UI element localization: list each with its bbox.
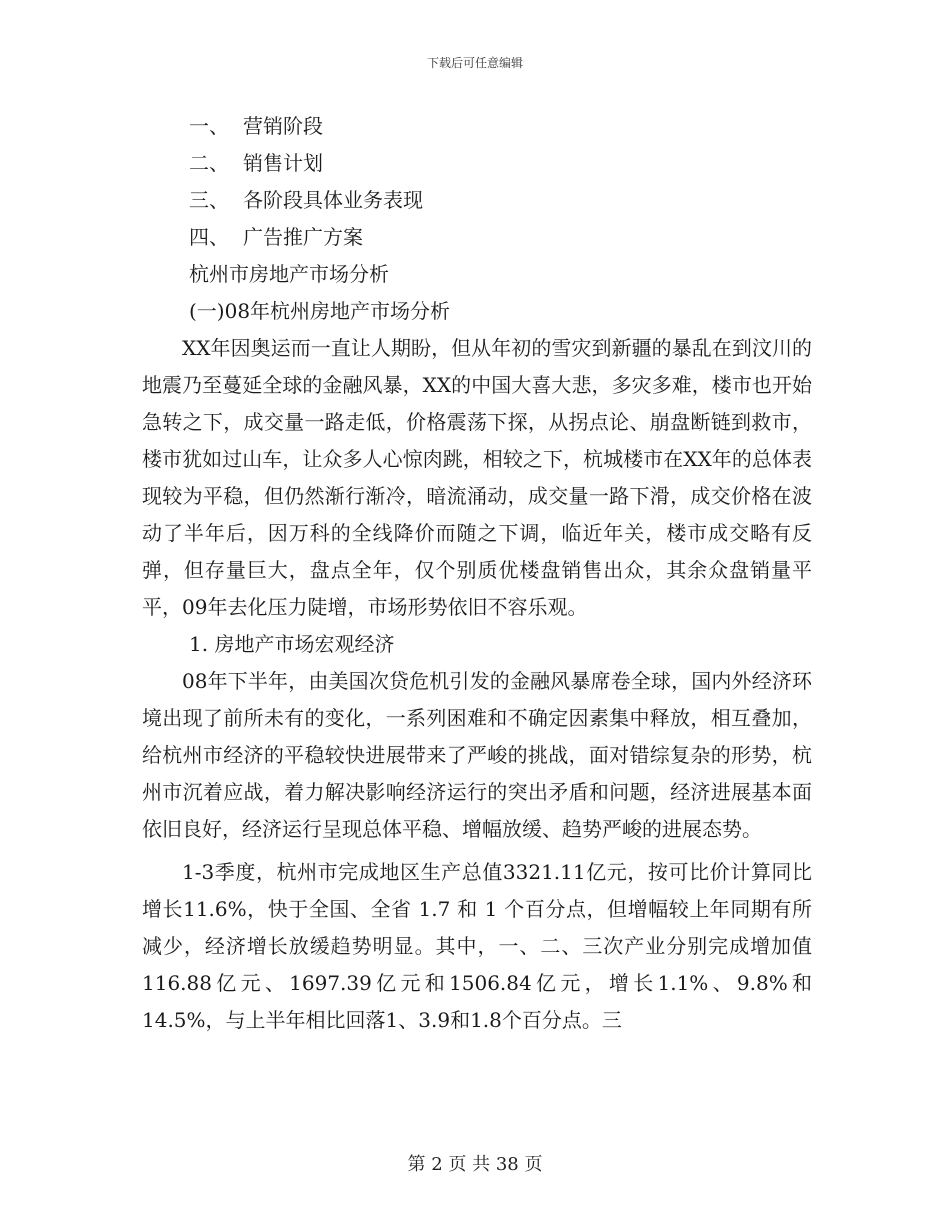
subheading-macro-economy: 1. 房地产市场宏观经济: [189, 632, 395, 656]
page-header-note: 下载后可任意编辑: [426, 56, 523, 70]
outline-number: 三、: [189, 188, 229, 212]
paragraph-market-overview: XX年因奥运而一直让人期盼，但从年初的雪灾到新疆的暴乱在到汶川的地震乃至蔓延全球的金融风暴，XX的中国大喜大悲，多灾多难，楼市也开始急转之下，成交量一路走低，价格震荡下探，从拐点论、崩盘断链到救市，楼市犹如过山车，让众多人心惊肉跳，相较之下，杭城楼市在XX年的总体表现较为平稳，但仍然渐行渐冷，暗流涌动，成交量一路下滑，成交价格在波动了半年后，因万科的全线降价而随之下调，临近年关，楼市成交略有反弹，但存量巨大，盘点全年，仅个别质优楼盘销售出众，其余众盘销量平平，09年去化压力陡增，市场形势依旧不容乐观。: [142, 336, 812, 619]
paragraph-gdp-statistics: 1-3季度，杭州市完成地区生产总值3321.11亿元，按可比价计算同比增长11.6%，快于全国、全省 1.7 和 1 个百分点，但增幅较上年同期有所减少，经济增长放缓趋势明显。其中，一、二、三次产业分别完成增加值116.88亿元、1697.39亿元和1506.84亿元，增长1.1%、9.8%和14.5%，与上半年相比回落1、3.9和1.8个百分点。三: [142, 860, 812, 1032]
outline-item-3: [189, 182, 812, 219]
outline-number: 二、: [189, 151, 229, 175]
outline-item-1: [189, 108, 812, 145]
outline-item-4: [189, 219, 812, 256]
outline-number: 四、: [189, 225, 229, 249]
page-number-footer: 第 2 页 共 38 页: [407, 1154, 543, 1175]
paragraph-macro-economy: 08年下半年，由美国次贷危机引发的金融风暴席卷全球，国内外经济环境出现了前所未有的变化，一系列困难和不确定因素集中释放，相互叠加，给杭州市经济的平稳较快进展带来了严峻的挑战，面对错综复杂的形势，杭州市沉着应战，着力解决影响经济运行的突出矛盾和问题，经济进展基本面依旧良好，经济运行呈现总体平稳、增幅放缓、趋势严峻的进展态势。: [142, 669, 812, 841]
section-subtitle: (一)08年杭州房地产市场分析: [189, 299, 451, 323]
outline-label: 广告推广方案: [243, 225, 363, 249]
outline-label: 营销阶段: [243, 114, 323, 138]
outline-number: 一、: [189, 114, 229, 138]
section-title: 杭州市房地产市场分析: [189, 262, 389, 286]
outline-label: 各阶段具体业务表现: [243, 188, 423, 212]
document-body: [142, 108, 812, 1039]
outline-label: 销售计划: [243, 151, 323, 175]
outline-item-2: [189, 145, 812, 182]
